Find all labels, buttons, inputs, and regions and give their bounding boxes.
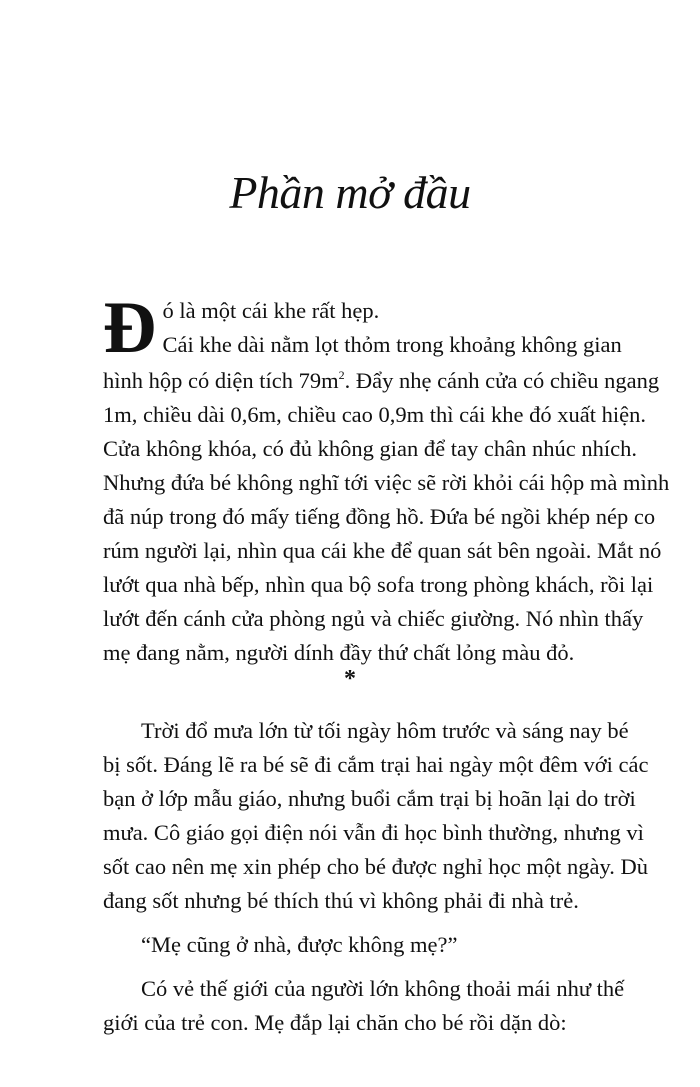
text-line: giới của trẻ con. Mẹ đắp lại chăn cho bé rồi dặn dò: bbox=[103, 1010, 567, 1035]
text-line: lướt đến cánh cửa phòng ngủ và chiếc giường. Nó nhìn thấy bbox=[103, 606, 644, 631]
text-line: Trời đổ mưa lớn từ tối ngày hôm trước và sáng nay bé bbox=[141, 718, 629, 743]
text-line: Cửa không khóa, có đủ không gian để tay chân nhúc nhích. bbox=[103, 436, 637, 461]
text-line: mưa. Cô giáo gọi điện nói vẫn đi học bình thường, nhưng vì bbox=[103, 820, 644, 845]
text-line: sốt cao nên mẹ xin phép cho bé được nghỉ học một ngày. Dù bbox=[103, 854, 649, 879]
text-line: bạn ở lớp mẫu giáo, nhưng buổi cắm trại bị hoãn lại do trời bbox=[103, 786, 636, 811]
text-fragment: hình hộp có diện tích 79m bbox=[103, 368, 339, 393]
text-line: Có vẻ thế giới của người lớn không thoải mái như thế bbox=[141, 976, 625, 1001]
text-line: “Mẹ cũng ở nhà, được không mẹ?” bbox=[141, 932, 458, 957]
text-line: Cái khe dài nằm lọt thỏm trong khoảng không gian bbox=[162, 332, 622, 357]
drop-cap: Đ bbox=[103, 287, 157, 369]
text-line: rúm người lại, nhìn qua cái khe để quan sát bên ngoài. Mắt nó bbox=[103, 538, 662, 563]
text-line: bị sốt. Đáng lẽ ra bé sẽ đi cắm trại hai ngày một đêm với các bbox=[103, 752, 649, 777]
text-line: đã núp trong đó mấy tiếng đồng hồ. Đứa bé ngồi khép nép co bbox=[103, 504, 656, 529]
superscript: 2 bbox=[338, 368, 345, 382]
text-line: Nhưng đứa bé không nghĩ tới việc sẽ rời khỏi cái hộp mà mình bbox=[103, 470, 670, 495]
text-line: 1m, chiều dài 0,6m, chiều cao 0,9m thì cái khe đó xuất hiện. bbox=[103, 402, 646, 427]
second-section bbox=[103, 714, 663, 1040]
text-line: đang sốt nhưng bé thích thú vì không phải đi nhà trẻ. bbox=[103, 888, 579, 913]
text-line: mẹ đang nằm, người dính đầy thứ chất lỏng màu đỏ. bbox=[103, 640, 575, 665]
text-line bbox=[103, 364, 663, 398]
section-separator: * bbox=[344, 666, 356, 692]
opening-paragraph bbox=[103, 287, 670, 670]
text-fragment: . Đẩy nhẹ cánh cửa có chiều ngang bbox=[344, 368, 660, 393]
text-line: lướt qua nhà bếp, nhìn qua bộ sofa trong phòng khách, rồi lại bbox=[103, 572, 654, 597]
page-title: Phần mở đầu bbox=[229, 167, 471, 218]
text-line: ó là một cái khe rất hẹp. bbox=[162, 298, 380, 323]
